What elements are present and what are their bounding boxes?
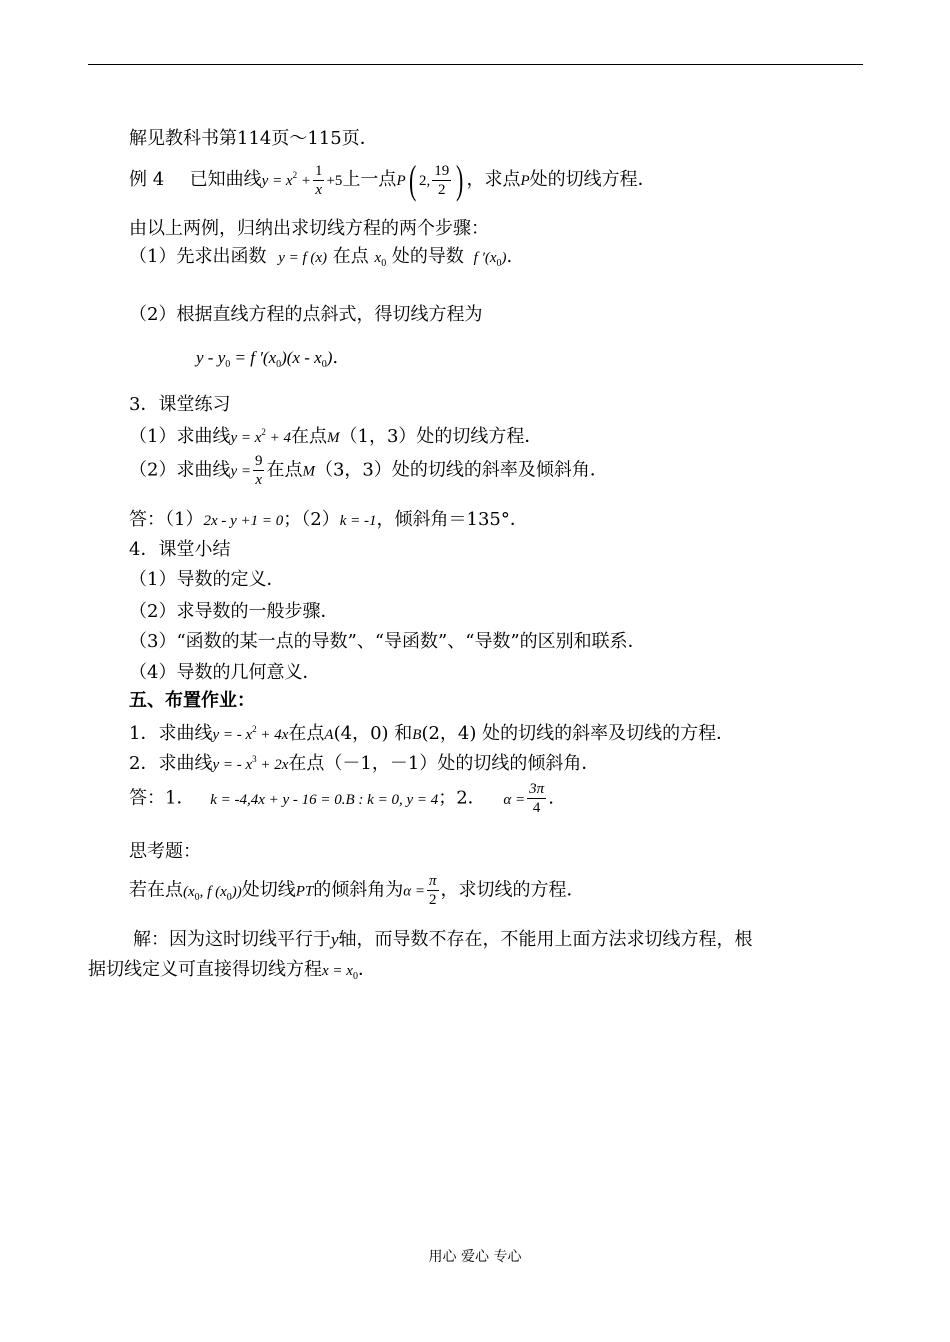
fraction-19-over-2: $\frac{19}{2}$ [434,162,450,198]
solution-line-1: 解：因为这时切线平行于y轴，而导数不存在，不能用上面方法求切线方程，根 [133,929,753,950]
think-question: 若在点($x_0$, f $(x_0)$)处切线PT的倾斜角为α = $\frac{\pi}{2}$ ，求切线的方程． [129,873,585,908]
solution-line-2: 据切线定义可直接得切线方程$x = x_0$． [88,959,376,982]
summary-item: （2）求导数的一般步骤． [129,601,339,622]
curve-neg-x2-plus-4x: y = - $x^2 + 4x$ [212,724,289,743]
curve-neg-x3-plus-2x: y = - $x^3 + 2x$ [212,754,289,773]
homework-2: 2．求曲线y = - $x^3 + 2x$在点（－1，－1）处的切线的倾斜角． [129,753,600,774]
fraction-3pi-over-4: $\frac{3\pi}{4}$ [529,781,545,816]
step-2: （2）根据直线方程的点斜式，得切线方程为 [129,304,483,325]
summary-item: （1）导数的定义． [129,569,285,590]
example-4: 例 4 已知曲线$y = x^2$ + $\frac{1}{x}$ +5上一点P( 2, $\frac{19}{2}$ ) ，求点P处的切线方程． [129,157,656,202]
tangent-x-eq-x0: $x = x_0$ [322,963,358,982]
steps-intro: 由以上两例，归纳出求切线方程的两个步骤： [129,218,489,239]
answer-eq1: 2x - y +1 = 0 [203,513,284,529]
section-4-title: 4．课堂小结 [129,539,231,560]
example-label: 例 4 [129,169,165,190]
page-footer: 用心 爱心 专心 [428,1249,522,1265]
summary-item: （3）“函数的某一点的导数”、“导函数”、“导数”的区别和联系． [129,631,646,652]
answer-homework-eq: k = -4,4x + y - 16 = 0.B : k = 0, y = 4 [210,791,439,808]
tangent-formula: $y - y_0 = f$ $'(x_0)(x - x_0)$. [196,347,339,370]
fraction-1-over-x: $\frac{1}{x}$ [314,162,323,198]
fraction-pi-over-2: $\frac{\pi}{2}$ [429,873,437,908]
exercise-2: （2）求曲线y = $\frac{9}{x}$ 在点M（3，3）处的切线的斜率及倾斜角． [129,453,608,488]
answer-eq2: k = -1 [339,513,377,529]
fraction-9-over-x: $\frac{9}{x}$ [254,453,263,488]
answer-homework: 答：1． k = -4,4x + y - 16 = 0.B : k = 0, y = 4；2． α = $\frac{3\pi}{4}$ . [129,781,554,816]
homework-1: 1．求曲线y = - $x^2 + 4x$在点A(4，0) 和B(2，4) 处的切线的斜率及切线的方程． [129,723,735,744]
summary-item: （4）导数的几何意义． [129,662,321,683]
think-title: 思考题： [129,841,201,862]
curve-x2-plus-4: $y = x^2 + 4$ [230,427,292,446]
section-3-title: 3．课堂练习 [129,394,231,415]
header-rule [88,64,863,65]
answer-practice: 答：（1）2x - y +1 = 0；（2）k = -1，倾斜角＝135°． [129,509,528,530]
function-expr: y = f (x) [278,250,328,266]
section-5-title: 五、布置作业： [129,690,255,711]
point-x0-fx0: ($x_0$, f $(x_0)$) [183,883,242,903]
exercise-1: （1）求曲线$y = x^2 + 4$在点M（1，3）处的切线方程． [129,426,543,447]
x0-expr: $x_0$ [374,250,387,269]
textbook-reference: 解见教科书第114页～115页． [129,128,378,149]
point-P: P [396,173,406,189]
derivative-expr: f $'(x_0)$ [473,250,507,269]
step-1: （1）先求出函数 y = f (x) 在点 $x_0$ 处的导数 f $'(x_0)$. [129,246,513,269]
curve-equation: $y = x^2$ + [261,170,311,189]
